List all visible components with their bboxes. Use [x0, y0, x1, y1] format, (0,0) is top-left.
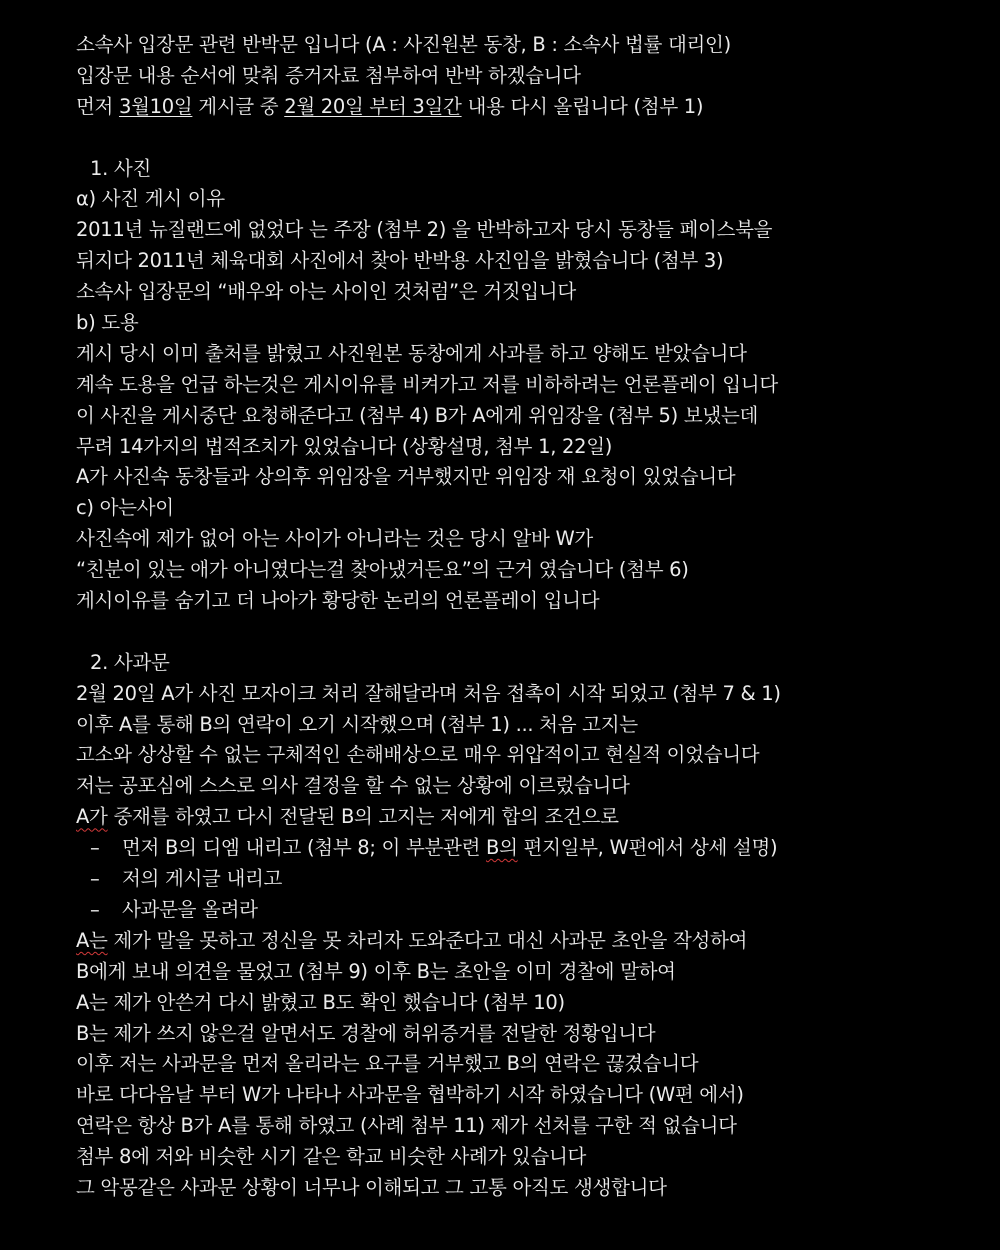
apology-line: 고소와 상상할 수 없는 구체적인 손해배상으로 매우 위압적이고 현실적 이었습니다 — [76, 743, 760, 767]
intro-line-1: 소속사 입장문 관련 반박문 입니다 (A : 사진원본 동창, B : 소속사 법률 대리인) — [76, 33, 731, 56]
photo-line: 사진속에 제가 없어 아는 사이가 아니라는 것은 당시 알바 W가 — [76, 527, 593, 551]
apology-line: 그 악몽같은 사과문 상황이 너무나 이해되고 그 고통 아직도 생생합니다 — [76, 1175, 667, 1199]
bullet-item: – 사과문을 올려라 — [76, 895, 976, 926]
spellcheck-underlined-word: B의 — [486, 836, 518, 860]
apology-line: 연락은 항상 B가 A를 통해 하였고 (사례 첨부 11) 제가 선처를 구한 적 없습니다 — [76, 1114, 737, 1138]
dash-bullet-icon: – — [90, 897, 100, 921]
document-body — [76, 30, 976, 1204]
intro-line-2: 입장문 내용 순서에 맞춰 증거자료 첨부하여 반박 하겠습니다 — [76, 63, 581, 87]
apology-line: 저는 공포심에 스스로 의사 결정을 할 수 없는 상황에 이르렀습니다 — [76, 774, 630, 798]
apology-line: A가 중재를 하였고 다시 전달된 B의 고지는 저에게 합의 조건으로 — [76, 805, 619, 829]
apology-line: 바로 다다음날 부터 W가 나타나 사과문을 협박하기 시작 하였습니다 (W편 에서) — [76, 1083, 744, 1107]
spellcheck-underlined-word: A는 — [76, 928, 108, 952]
photo-line: “친분이 있는 애가 아니였다는걸 찾아냈거든요”의 근거 였습니다 (첨부 6) — [76, 558, 689, 582]
apology-line: B는 제가 쓰지 않은걸 알면서도 경찰에 허위증거를 전달한 정황입니다 — [76, 1021, 656, 1045]
photo-subheading-acquaintance: c) 아는사이 — [76, 496, 174, 520]
photo-subheading-reason: α) 사진 게시 이유 — [76, 187, 225, 211]
spacer — [76, 617, 976, 648]
photo-line: 뒤지다 2011년 체육대회 사진에서 찾아 반박용 사진임을 밝혔습니다 (첨부 3) — [76, 249, 724, 273]
spacer — [76, 123, 976, 154]
apology-line: B에게 보내 의견을 물었고 (첨부 9) 이후 B는 초안을 이미 경찰에 말하여 — [76, 959, 676, 983]
intro-line-3: 먼저 3월10일 게시글 중 2월 20일 부터 3일간 내용 다시 올립니다 (첨부 1) — [76, 94, 704, 118]
photo-line: 소속사 입장문의 “배우와 아는 사이인 것처럼”은 거짓입니다 — [76, 280, 576, 304]
photo-line: 2011년 뉴질랜드에 없었다 는 주장 (첨부 2) 을 반박하고자 당시 동창들 페이스북을 — [76, 218, 773, 242]
photo-line: 계속 도용을 언급 하는것은 게시이유를 비켜가고 저를 비하하려는 언론플레이 입니다 — [76, 372, 778, 396]
underlined-date: 3월10일 — [118, 94, 193, 118]
dash-bullet-icon: – — [90, 867, 100, 891]
section-heading-apology: 2. 사과문 — [90, 650, 170, 674]
photo-line: 게시이유를 숨기고 더 나아가 황당한 논리의 언론플레이 입니다 — [76, 589, 600, 613]
dash-bullet-icon: – — [90, 836, 100, 860]
apology-line: 2월 20일 A가 사진 모자이크 처리 잘해달라며 처음 접촉이 시작 되었고 (첨부 7 & 1) — [76, 681, 781, 705]
photo-line: 이 사진을 게시중단 요청해준다고 (첨부 4) B가 A에게 위임장을 (첨부 5) 보냈는데 — [76, 403, 759, 427]
apology-line: A는 제가 안쓴거 다시 밝혔고 B도 확인 했습니다 (첨부 10) — [76, 990, 565, 1014]
apology-line: 이후 A를 통해 B의 연락이 오기 시작했으며 (첨부 1) ... 처음 고지는 — [76, 712, 638, 736]
apology-line: A는 제가 말을 못하고 정신을 못 차리자 도와준다고 대신 사과문 초안을 작성하여 — [76, 928, 748, 952]
bullet-item: – 저의 게시글 내리고 — [76, 864, 976, 895]
apology-line: 첨부 8에 저와 비슷한 시기 같은 학교 비슷한 사례가 있습니다 — [76, 1145, 587, 1169]
apology-line: 이후 저는 사과문을 먼저 올리라는 요구를 거부했고 B의 연락은 끊겼습니다 — [76, 1052, 699, 1076]
photo-line: 게시 당시 이미 출처를 밝혔고 사진원본 동창에게 사과를 하고 양해도 받았습니다 — [76, 341, 747, 365]
spellcheck-underlined-word: A가 — [76, 805, 108, 829]
bullet-item: – 먼저 B의 디엠 내리고 (첨부 8; 이 부분관련 B의 편지일부, W편에서 상세 설명) — [76, 833, 976, 864]
photo-subheading-theft: b) 도용 — [76, 311, 139, 335]
underlined-period: 2월 20일 부터 3일간 — [284, 94, 462, 118]
photo-line: A가 사진속 동창들과 상의후 위임장을 거부했지만 위임장 재 요청이 있었습니다 — [76, 465, 736, 489]
section-heading-photo: 1. 사진 — [90, 156, 151, 180]
photo-line: 무려 14가지의 법적조치가 있었습니다 (상황설명, 첨부 1, 22일) — [76, 434, 613, 458]
